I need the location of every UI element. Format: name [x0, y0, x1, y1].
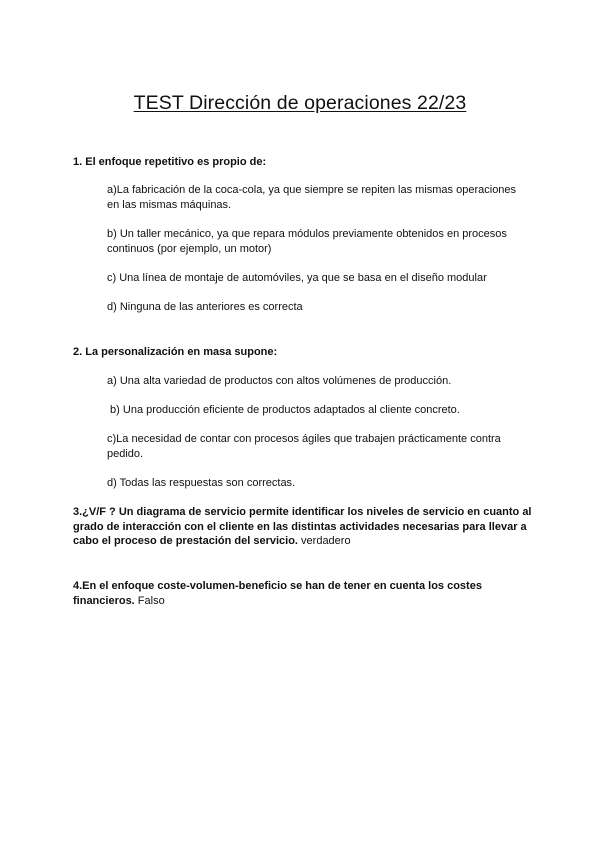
question-1-option-c: c) Una línea de montaje de automóviles, ya que se basa en el diseño modular: [107, 272, 487, 284]
question-1-prompt: 1. El enfoque repetitivo es propio de:: [73, 156, 267, 168]
question-4-prompt: 4.En el enfoque coste-volumen-beneficio se han de tener en cuenta los costes financieros.: [73, 580, 482, 607]
question-4-answer: Falso: [134, 594, 165, 607]
question-2-option-b: b) Una producción eficiente de productos adaptados al cliente concreto.: [107, 404, 460, 416]
question-2-prompt: 2. La personalización en masa supone:: [73, 346, 278, 358]
question-4: [73, 579, 533, 608]
question-3-prompt: 3.¿V/F ? Un diagrama de servicio permite identificar los niveles de servicio en cuanto al grado de interacción con el cliente en las distintas actividades necesarias para llevar a cabo el proceso de prestación del servicio.: [73, 506, 532, 547]
question-2-option-c: c)La necesidad de contar con procesos ágiles que trabajen prácticamente contra pedido.: [107, 433, 501, 460]
question-2-option-d: d) Todas las respuestas son correctas.: [107, 477, 296, 489]
document-title: TEST Dirección de operaciones 22/23: [133, 92, 467, 114]
question-2-option-a: a) Una alta variedad de productos con altos volúmenes de producción.: [107, 375, 452, 387]
question-3-answer: verdadero: [297, 535, 351, 547]
question-1-option-d: d) Ninguna de las anteriores es correcta: [107, 301, 303, 313]
question-1-option-a: a)La fabricación de la coca-cola, ya que siempre se repiten las mismas operaciones en las mismas máquinas.: [107, 184, 517, 211]
question-3: [73, 505, 533, 549]
question-1-option-b: b) Un taller mecánico, ya que repara módulos previamente obtenidos en procesos continuos (por ejemplo, un motor): [107, 228, 507, 255]
